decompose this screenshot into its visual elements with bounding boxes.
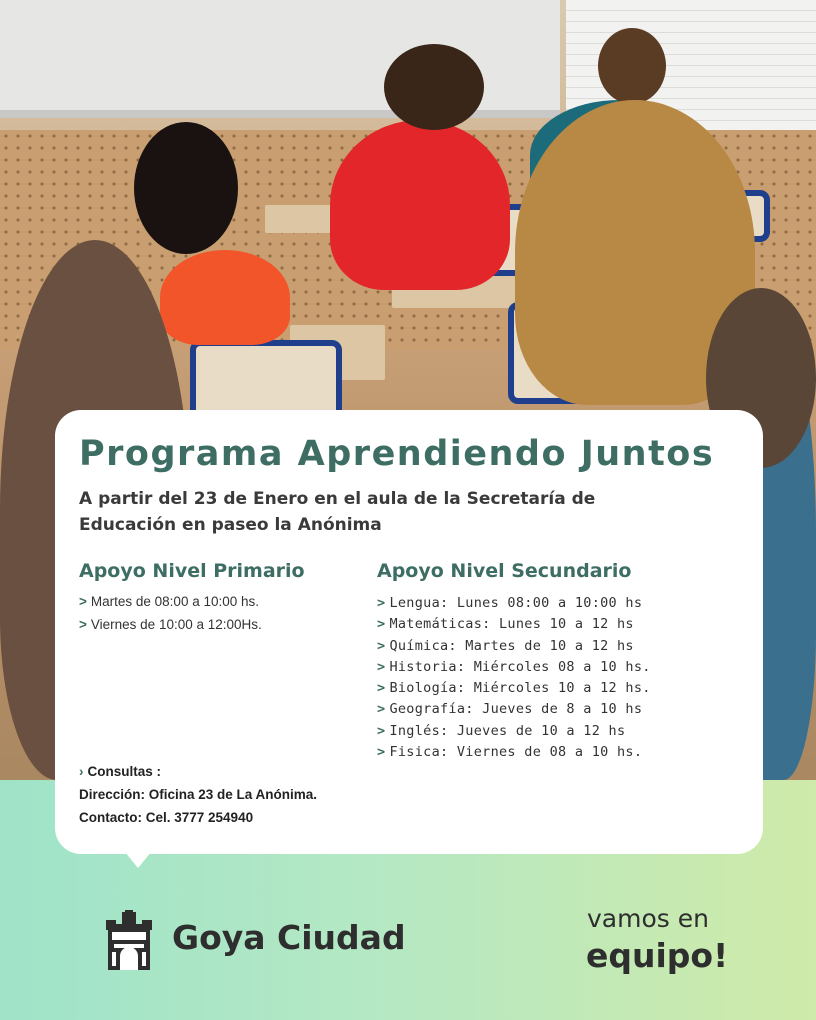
secondary-schedule-list — [377, 593, 651, 763]
chevron-right-icon: > — [79, 594, 87, 609]
chevron-right-icon: > — [79, 617, 87, 632]
student — [330, 120, 510, 290]
contact-label: Consultas : — [87, 764, 162, 779]
contact-address: Dirección: Oficina 23 de La Anónima. — [79, 787, 318, 802]
schedule-text: Martes de 08:00 a 10:00 hs. — [90, 594, 260, 609]
page-title: Programa Aprendiendo Juntos — [79, 434, 715, 474]
contact-phone: Contacto: Cel. 3777 254940 — [79, 810, 254, 825]
chevron-right-icon: > — [377, 744, 386, 761]
list-item — [79, 613, 262, 636]
list-item — [377, 699, 651, 720]
student-head — [134, 122, 238, 254]
chevron-right-icon: > — [377, 701, 386, 718]
slogan-line: equipo! — [586, 936, 729, 975]
list-item — [377, 593, 651, 614]
list-item — [377, 636, 651, 657]
list-item — [377, 742, 651, 763]
chevron-right-icon: > — [377, 658, 386, 675]
student — [160, 250, 290, 345]
chevron-right-icon: › — [79, 764, 84, 779]
chevron-right-icon: > — [377, 680, 386, 697]
schedule-text: Geografía: Jueves de 8 a 10 hs — [389, 701, 643, 718]
list-item — [79, 590, 262, 613]
city-crest-icon — [106, 910, 152, 972]
schedule-text: Biología: Miércoles 10 a 12 hs. — [389, 680, 651, 697]
schedule-text: Química: Martes de 10 a 12 hs — [389, 637, 634, 654]
contact-heading — [79, 760, 317, 783]
schedule-text: Fisica: Viernes de 08 a 10 hs. — [389, 744, 643, 761]
contact-info — [79, 760, 317, 829]
chevron-right-icon: > — [377, 637, 386, 654]
slogan-line: vamos en — [587, 904, 709, 933]
subtitle-line: Educación en paseo la Anónima — [79, 515, 382, 535]
chevron-right-icon: > — [377, 616, 386, 633]
list-item — [377, 721, 651, 742]
schedule-text: Lengua: Lunes 08:00 a 10:00 hs — [389, 595, 643, 611]
primary-section-title: Apoyo Nivel Primario — [79, 560, 305, 582]
chevron-right-icon: > — [377, 595, 386, 611]
schedule-text: Historia: Miércoles 08 a 10 hs. — [389, 658, 651, 675]
info-card — [55, 410, 763, 854]
subtitle — [79, 486, 699, 538]
schedule-text: Matemáticas: Lunes 10 a 12 hs — [389, 616, 634, 633]
primary-schedule-list — [79, 590, 262, 636]
speech-bubble-tail — [120, 846, 156, 868]
list-item — [377, 657, 651, 678]
list-item — [377, 614, 651, 635]
brand-name: Goya Ciudad — [172, 918, 406, 957]
list-item — [377, 678, 651, 699]
chevron-right-icon: > — [377, 722, 386, 739]
student-head — [384, 44, 484, 130]
student-head — [598, 28, 666, 104]
schedule-text: Inglés: Jueves de 10 a 12 hs — [389, 722, 626, 739]
subtitle-line: A partir del 23 de Enero en el aula de la Secretaría de — [79, 489, 596, 509]
schedule-text: Viernes de 10:00 a 12:00Hs. — [90, 617, 262, 632]
secondary-section-title: Apoyo Nivel Secundario — [377, 560, 632, 582]
